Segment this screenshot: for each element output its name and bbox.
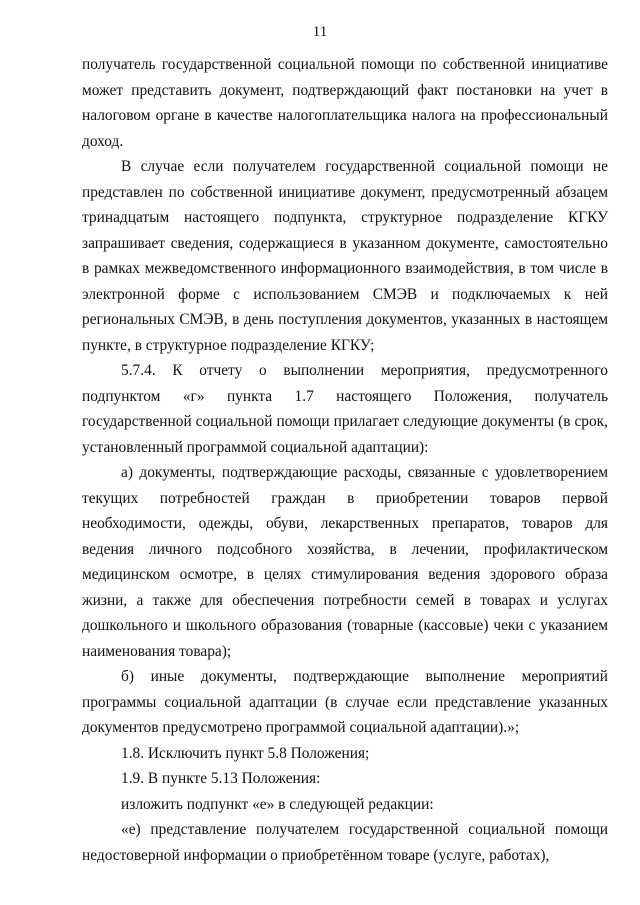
page-number: 11 xyxy=(312,24,328,40)
document-body xyxy=(82,52,608,868)
paragraph: получатель государственной социальной помощи по собственной инициативе может представить документ, подтверждающий факт постановки на учет в налоговом органе в качестве налогоплательщика налога на профессиональный доход. xyxy=(82,56,608,150)
paragraph: «е) представление получателем государственной социальной помощи недостоверной информации о приобретённом товаре (услуге, работах), xyxy=(82,821,608,864)
paragraph: б) иные документы, подтверждающие выполнение мероприятий программы социальной адаптации (в случае если представление указанных документов предусмотрено программой социальной адаптации).»; xyxy=(82,668,608,736)
paragraph: 1.8. Исключить пункт 5.8 Положения; xyxy=(121,744,370,762)
paragraph: 5.7.4. К отчету о выполнении мероприятия, предусмотренного подпунктом «г» пункта 1.7 настоящего Положения, получатель государственной социальной помощи прилагает следующие документы (в срок, установленный программой социальной адаптации): xyxy=(82,362,608,456)
paragraph: 1.9. В пункте 5.13 Положения: xyxy=(121,770,321,787)
paragraph: а) документы, подтверждающие расходы, связанные с удовлетворением текущих потребностей граждан в приобретении товаров первой необходимости, одежды, обуви, лекарственных препаратов, товаров для ведения личного подсобного хозяйства, в лечении, профилактическом медицинском осмотре, в целях стимулирования ведения здорового образа жизни, а также для обеспечения потребности семей в товарах и услугах дошкольного и школьного образования (товарные (кассовые) чеки с указанием наименования товара); xyxy=(82,464,608,660)
paragraph: В случае если получателем государственной социальной помощи не представлен по собственной инициативе документ, предусмотренный абзацем тринадцатым настоящего подпункта, структурное подразделение КГКУ запрашивает сведения, содержащиеся в указанном документе, самостоятельно в рамках межведомственного информационного взаимодействия, в том числе в электронной форме с использованием СМЭВ и подключаемых к ней региональных СМЭВ, в день поступления документов, указанных в настоящем пункте, в структурное подразделение КГКУ; xyxy=(82,158,608,354)
paragraph: изложить подпункт «е» в следующей редакции: xyxy=(121,795,434,813)
